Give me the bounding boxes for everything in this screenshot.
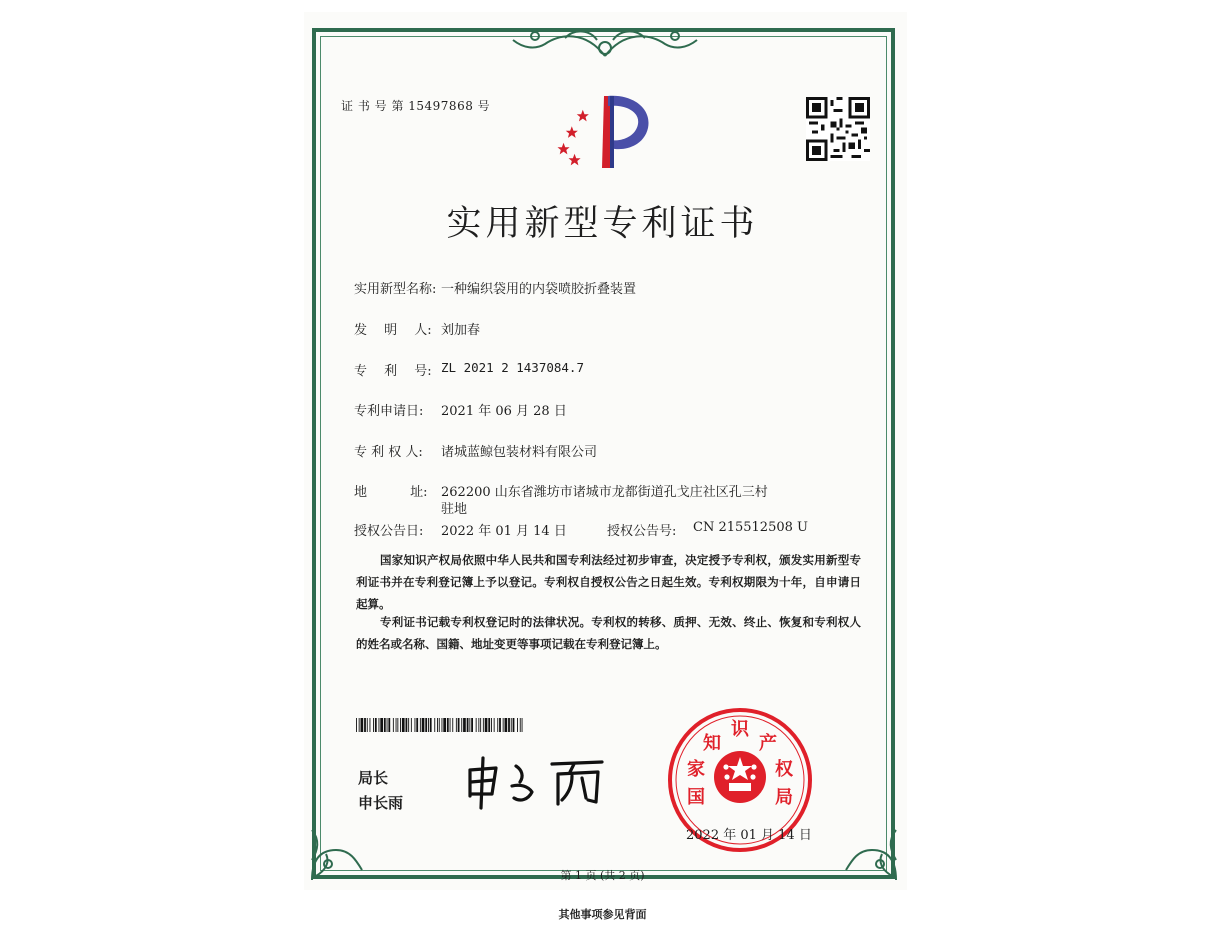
svg-text:家: 家 <box>687 759 705 780</box>
barcode-icon <box>356 718 526 732</box>
handwritten-signature-icon <box>462 752 612 812</box>
svg-text:识: 识 <box>731 719 749 740</box>
utility-model-name-label: 实用新型名称: <box>354 282 437 297</box>
patent-holder-label: 专 利 权 人: <box>354 445 423 460</box>
svg-text:产: 产 <box>759 733 777 754</box>
top-ornament-icon <box>505 26 705 62</box>
application-date-value: 2021 年 06 月 28 日 <box>441 404 567 419</box>
patent-emblem-icon <box>552 90 662 170</box>
address-line-2: 驻地 <box>441 502 468 517</box>
qr-code-icon <box>806 97 870 161</box>
svg-text:知: 知 <box>703 733 721 754</box>
statement-paragraph-1: 国家知识产权局依照中华人民共和国专利法经过初步审查，决定授予专利权，颁发实用新型专利证书并在专利登记簿上予以登记。专利权自授权公告之日起生效。专利权期限为十年，自申请日起算。 <box>356 553 861 611</box>
certificate-title: 实用新型专利证书 <box>446 204 759 244</box>
seal-date: 2022 年 01 月 14 日 <box>686 828 812 843</box>
patent-holder-value: 诸城蓝鲸包装材料有限公司 <box>441 445 598 460</box>
page-number: 第 1 页 (共 2 页) <box>560 869 645 882</box>
svg-text:权: 权 <box>775 759 793 780</box>
grant-date-value: 2022 年 01 月 14 日 <box>441 524 567 539</box>
inventor-value: 刘加春 <box>441 323 481 338</box>
grant-number-value: CN 215512508 U <box>693 520 808 535</box>
back-note: 其他事项参见背面 <box>558 908 647 921</box>
address-line-1: 262200 山东省潍坊市诸城市龙都街道孔戈庄社区孔三村 <box>441 485 768 500</box>
director-title: 局长 <box>358 769 389 787</box>
patent-number-label: 专 利 号: <box>354 364 432 379</box>
utility-model-name-value: 一种编织袋用的内袋喷胶折叠装置 <box>441 282 637 297</box>
director-name: 申长雨 <box>358 794 404 812</box>
address-label: 地 址: <box>354 485 428 500</box>
svg-text:局: 局 <box>775 787 793 808</box>
statement-paragraph-2: 专利证书记载专利权登记时的法律状况。专利权的转移、质押、无效、终止、恢复和专利权人的姓名或名称、国籍、地址变更等事项记载在专利登记簿上。 <box>356 615 861 651</box>
svg-text:国: 国 <box>687 787 705 808</box>
inventor-label: 发 明 人: <box>354 323 432 338</box>
grant-date-label: 授权公告日: <box>354 524 424 539</box>
certificate-number: 证 书 号 第 15497868 号 <box>341 99 491 113</box>
patent-number-value: ZL 2021 2 1437084.7 <box>441 360 584 375</box>
application-date-label: 专利申请日: <box>354 404 424 419</box>
grant-number-label: 授权公告号: <box>607 524 677 539</box>
